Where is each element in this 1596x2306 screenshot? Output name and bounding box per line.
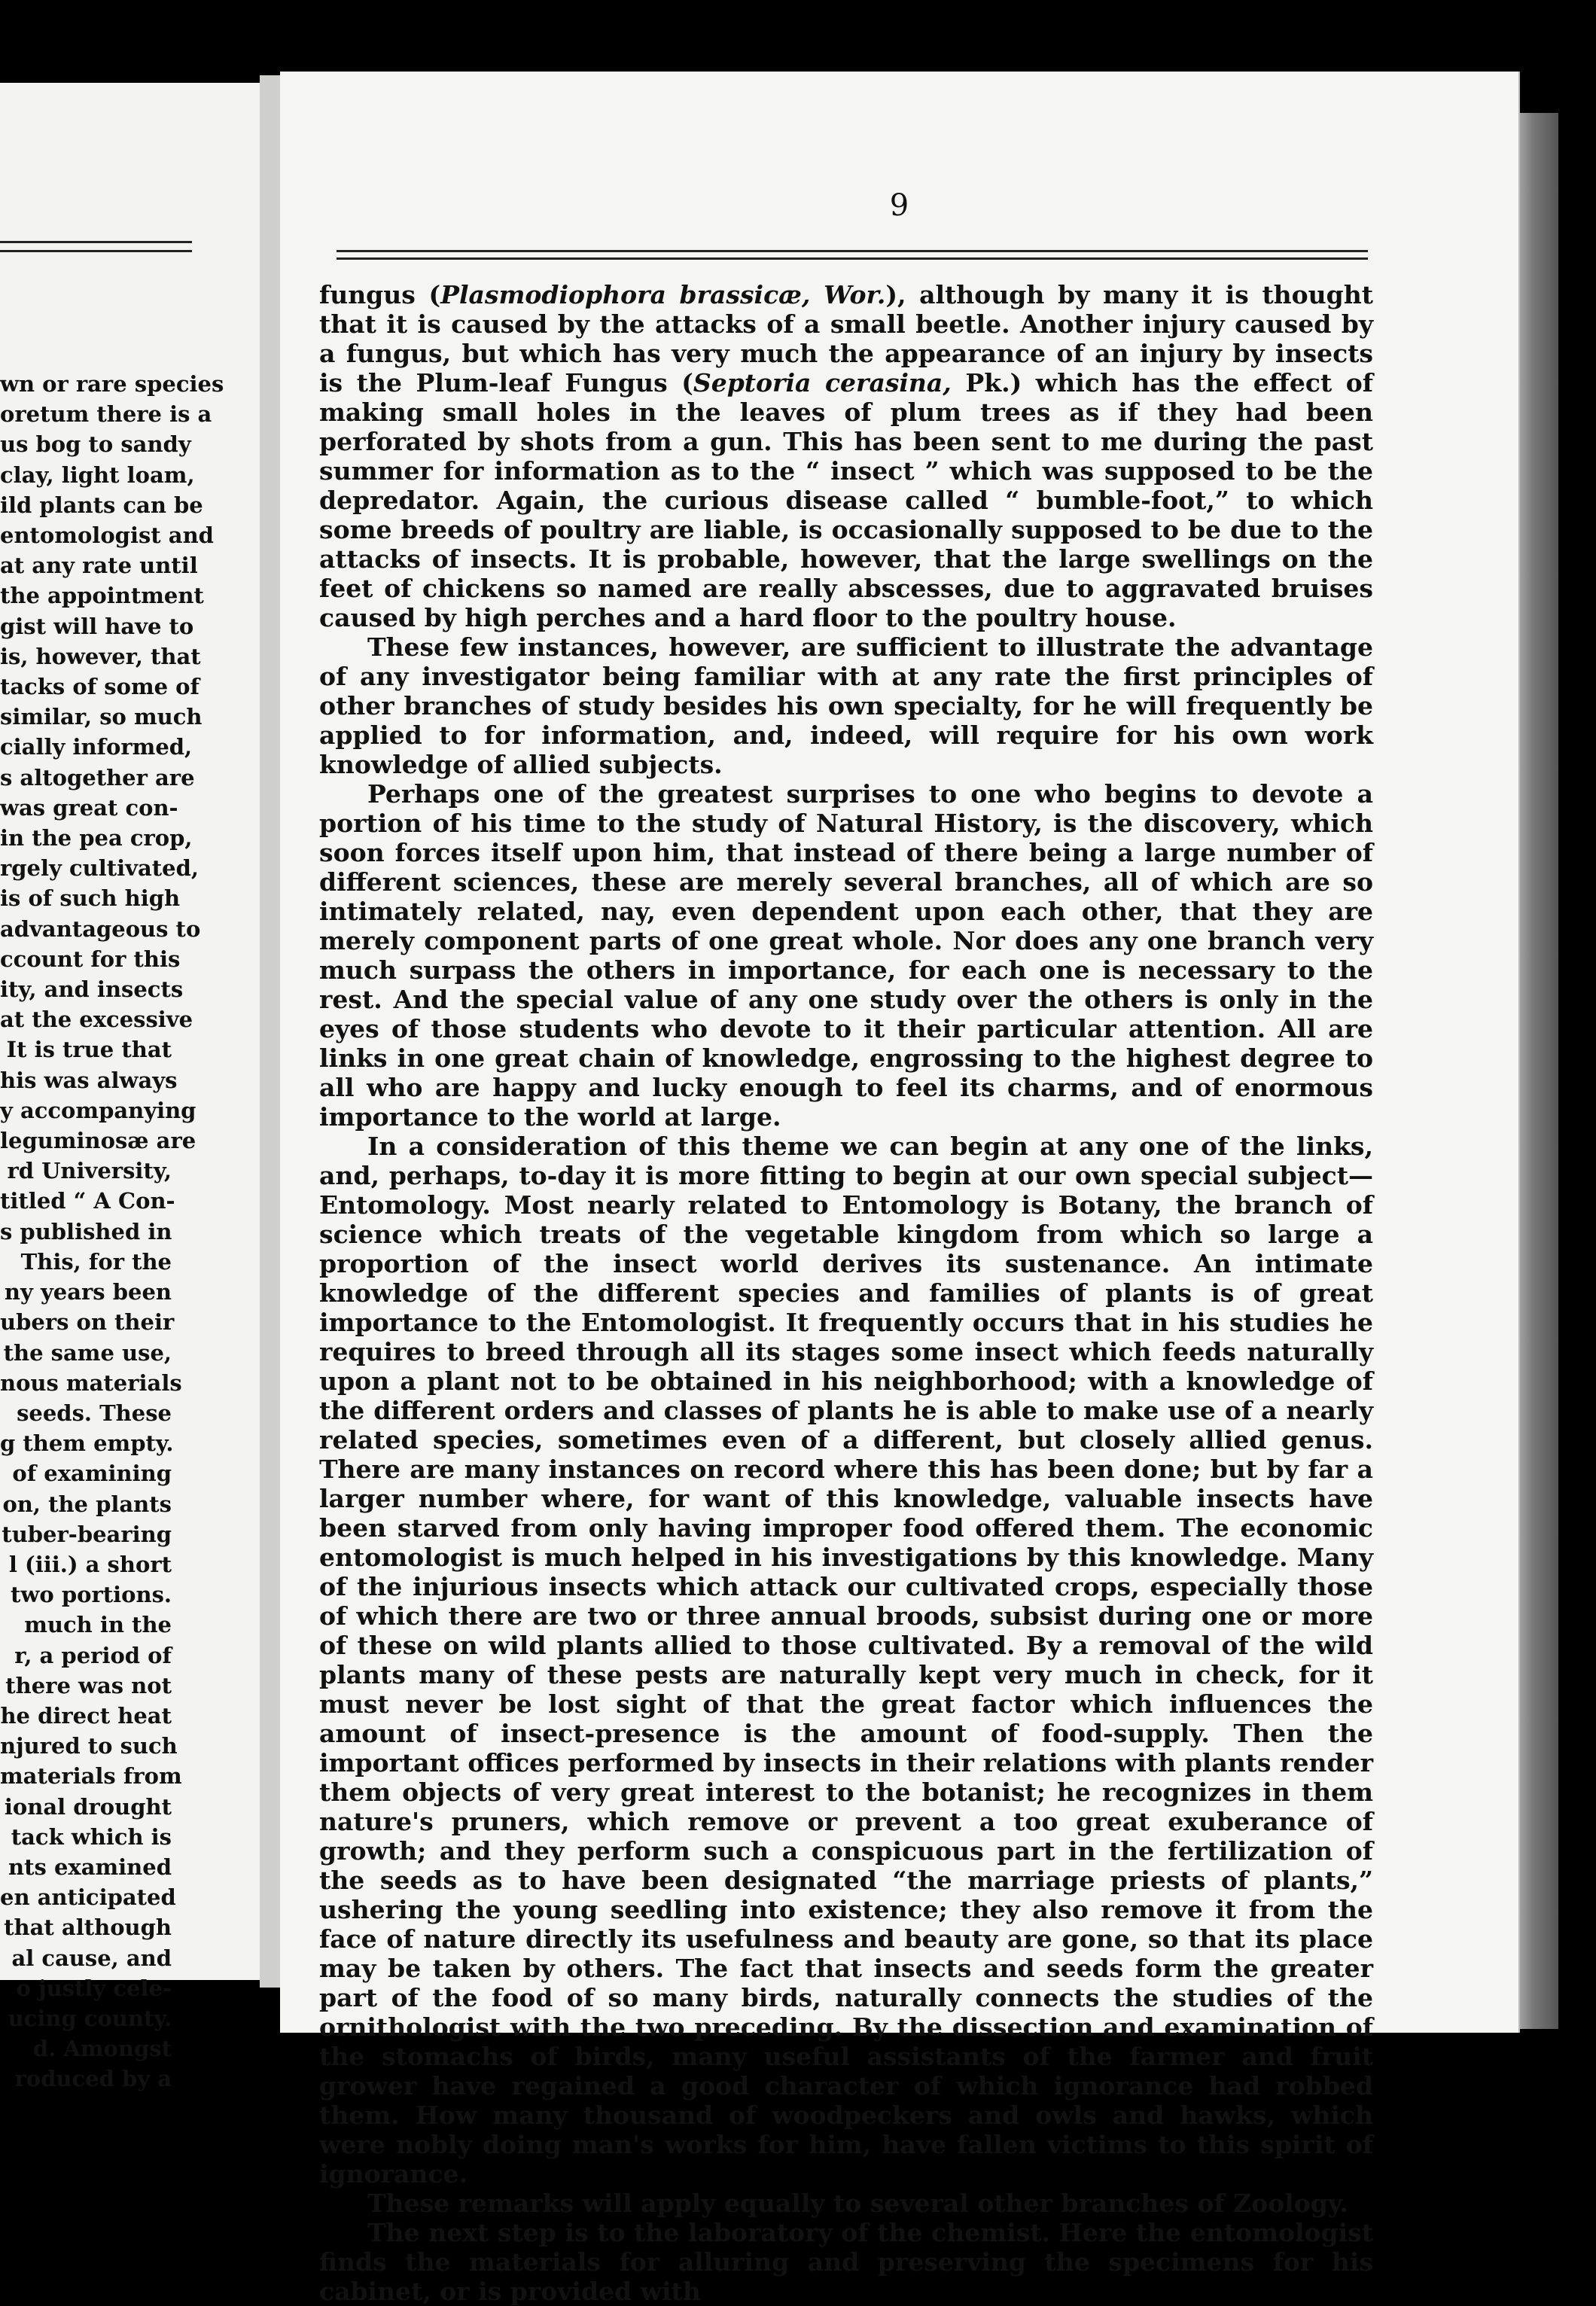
left-page-line: nous materials <box>0 1369 182 1396</box>
left-page-line: clay, light loam, <box>0 462 195 488</box>
left-page-line: ucing county. <box>8 2005 172 2031</box>
left-page-line: two portions. <box>11 1582 172 1608</box>
paragraph: Perhaps one of the greatest surprises to one who begins to devote a portion of his time to the study of Natural History, is the discovery, which soon forces itself upon him, that instead of there being a large number of different sciences, these are merely several branches, all of which are so intimately related, nay, even dependent upon each other, that they are merely component parts of one great whole. Nor does any one branch very much surpass the others in importance, for each one is necessary to the rest. And the special value of any one study over the others is only in the eyes of those students who devote to it their particular attention. All are links in one great chain of knowledge, engrossing to the highest degree to all who are happy and lucky enough to feel its charms, and of enormous importance to the world at large. <box>319 779 1373 1132</box>
left-page-line: rd University, <box>7 1158 172 1184</box>
left-page-line: he direct heat <box>0 1702 172 1729</box>
left-page-line: materials from <box>0 1763 182 1790</box>
left-page-line: us bog to sandy <box>0 431 191 458</box>
left-page-line: l (iii.) a short <box>8 1551 172 1577</box>
paragraph <box>319 280 1373 632</box>
left-page-line: It is true that <box>6 1037 172 1063</box>
left-page-line: at the excessive <box>0 1007 193 1033</box>
paragraph: These remarks will apply equally to several other branches of Zoology. <box>367 2189 1348 2218</box>
left-page-line: leguminosæ are <box>0 1128 196 1154</box>
left-page-line: titled “ A Con- <box>0 1188 175 1214</box>
left-page-line: the appointment <box>0 583 204 609</box>
left-page-line: rgely cultivated, <box>0 855 200 882</box>
left-page-line: ccount for this <box>0 946 181 972</box>
left-page-text <box>0 369 224 2094</box>
left-page-line: entomologist and <box>0 522 214 549</box>
left-page-line: at any rate until <box>0 553 198 579</box>
left-page-line: seeds. These <box>17 1400 172 1426</box>
left-page-line: advantageous to <box>0 915 201 942</box>
page-edge-shadow <box>1517 113 1558 2029</box>
left-page-line: is, however, that <box>0 643 201 669</box>
left-page-line: al cause, and <box>11 1945 172 1971</box>
left-page-line: tack which is <box>11 1823 172 1850</box>
left-page-line: ild plants can be <box>0 492 203 518</box>
left-page-line: ubers on their <box>0 1309 175 1336</box>
left-header-rule <box>0 241 192 243</box>
left-page-line: tacks of some of <box>0 674 200 700</box>
text-run: ), although by many it is thought that it is caused by the attacks of a small beetle. Another injury caused by a fungus, but which has very much the appearance of an injury by insects is the Plum-leaf Fungus ( <box>319 280 1373 398</box>
left-page-line: d. Amongst <box>32 2036 172 2062</box>
left-page-line: in the pea crop, <box>0 825 193 851</box>
right-page <box>280 72 1520 2306</box>
left-page-line: ity, and insects <box>0 976 184 1003</box>
left-page-line: oretum there is a <box>0 401 212 428</box>
page-number: 9 <box>889 188 909 223</box>
left-page-line: y accompanying <box>0 1097 196 1123</box>
left-page-line: wn or rare species <box>0 371 224 397</box>
paragraph: These few instances, however, are sufficient to illustrate the advantage of any investigator being familiar with at any rate the first principles of other branches of study besides his own specialty, for he will frequently be applied to for information, and, indeed, will require for his own work knowledge of allied subjects. <box>319 632 1373 779</box>
header-rule <box>337 250 1368 265</box>
left-page-line: o justly cele- <box>16 1975 172 2001</box>
left-page-line: tuber-bearing <box>2 1521 172 1547</box>
left-page-line: much in the <box>24 1612 172 1638</box>
left-page-line: his was always <box>0 1067 178 1093</box>
left-page-line: similar, so much <box>0 704 203 730</box>
text-run: fungus ( <box>319 280 441 309</box>
left-page-line: is of such high <box>0 885 181 912</box>
left-page-line: This, for the <box>20 1248 172 1275</box>
left-page-fragment <box>0 83 262 2092</box>
left-page-line: g them empty. <box>0 1430 174 1457</box>
left-page-line: s altogether are <box>0 764 195 790</box>
left-page-line: was great con- <box>0 794 178 821</box>
species-name: Septoria cerasina, <box>693 368 952 398</box>
left-page-line: s published in <box>0 1218 172 1244</box>
book-gutter <box>260 75 281 1988</box>
left-page-line: r, a period of <box>14 1642 172 1668</box>
left-page-line: the same use, <box>3 1339 172 1366</box>
species-name: Plasmodiophora brassicæ, Wor. <box>440 280 886 309</box>
left-page-line: ional drought <box>4 1793 172 1820</box>
body-text <box>319 280 1373 2306</box>
left-page-line: ny years been <box>4 1279 172 1305</box>
paragraph: In a consideration of this theme we can begin at any one of the links, and, perhaps, to-day it is more fitting to begin at our own special subject—Entomology. Most nearly related to Entomology is Botany, the branch of science which treats of the vegetable kingdom from which so large a proportion of the insect world derives its sustenance. An intimate knowledge of the different species and families of plants is of great importance to the Entomologist. It frequently occurs that in his studies he requires to breed through all its stages some insect which feeds naturally upon a plant not to be obtained in his neighborhood; with a knowledge of the different orders and classes of plants he is able to make use of a nearly related species, sometimes even of a different, but closely allied genus. There are many instances on record where this has been done; but by far a larger number where, for want of this knowledge, valuable insects have been starved from only having improper food offered them. The economic entomologist is much helped in his investigations by this knowledge. Many of the injurious insects which attack our cultivated crops, especially those of which there are two or three annual broods, subsist during one or more of these on wild plants allied to those cultivated. By a removal of the wild plants many of these pests are naturally kept very much in check, for it must never be lost sight of that the great factor which influences the amount of insect-presence is the amount of food-supply. Then the important offices performed by insects in their relations with plants render them objects of very great interest to the botanist; he recognizes in them nature's pruners, which remove or prevent a too great exuberance of growth; and they perform such a conspicuous part in the fertilization of the seeds as to have been designated “the marriage priests of plants,” ushering the young seedling into existence; they also remove it from the face of nature directly its usefulness and beauty are gone, so that its place may be taken by others. The fact that insects and seeds form the greater part of the food of so many birds, naturally connects the studies of the ornithologist with the two preceding. By the dissection and examination of the stomachs of birds, many useful assistants of the farmer and fruit grower have regained a good character of which ignorance had robbed them. How many thousand of woodpeckers and owls and hawks, which were nobly doing man's works for him, have fallen victims to this spirit of ignorance. <box>319 1132 1373 2189</box>
left-page-line: roduced by a <box>14 2066 172 2092</box>
left-page-line: there was not <box>5 1672 172 1698</box>
paragraph: The next step is to the laboratory of the chemist. Here the entomologist finds the materials for alluring and preserving the specimens for his cabinet, or is provided with <box>319 2218 1373 2306</box>
left-page-line: of examining <box>12 1461 172 1487</box>
left-page-line: nts examined <box>8 1854 172 1880</box>
left-page-line: cially informed, <box>0 734 193 760</box>
text-run: Pk.) which has the effect of making small holes in the leaves of plum trees as if they had been perforated by shots from a gun. This has been sent to me during the past summer for information as to the “ insect ” which was supposed to be the depredator. Again, the curious disease called “ bumble-foot,” to which some breeds of poultry are liable, is occasionally supposed to be due to the attacks of insects. It is probable, however, that the large swellings on the feet of chickens so named are really abscesses, due to aggravated bruises caused by high perches and a hard floor to the poultry house. <box>319 368 1374 632</box>
left-page-line: njured to such <box>0 1733 178 1759</box>
left-page-line: on, the plants <box>2 1491 172 1517</box>
left-header-rule <box>0 250 192 252</box>
left-page-line: gist will have to <box>0 613 194 639</box>
left-page-line: that although <box>4 1915 172 1941</box>
left-page-line: en anticipated <box>0 1884 176 1911</box>
